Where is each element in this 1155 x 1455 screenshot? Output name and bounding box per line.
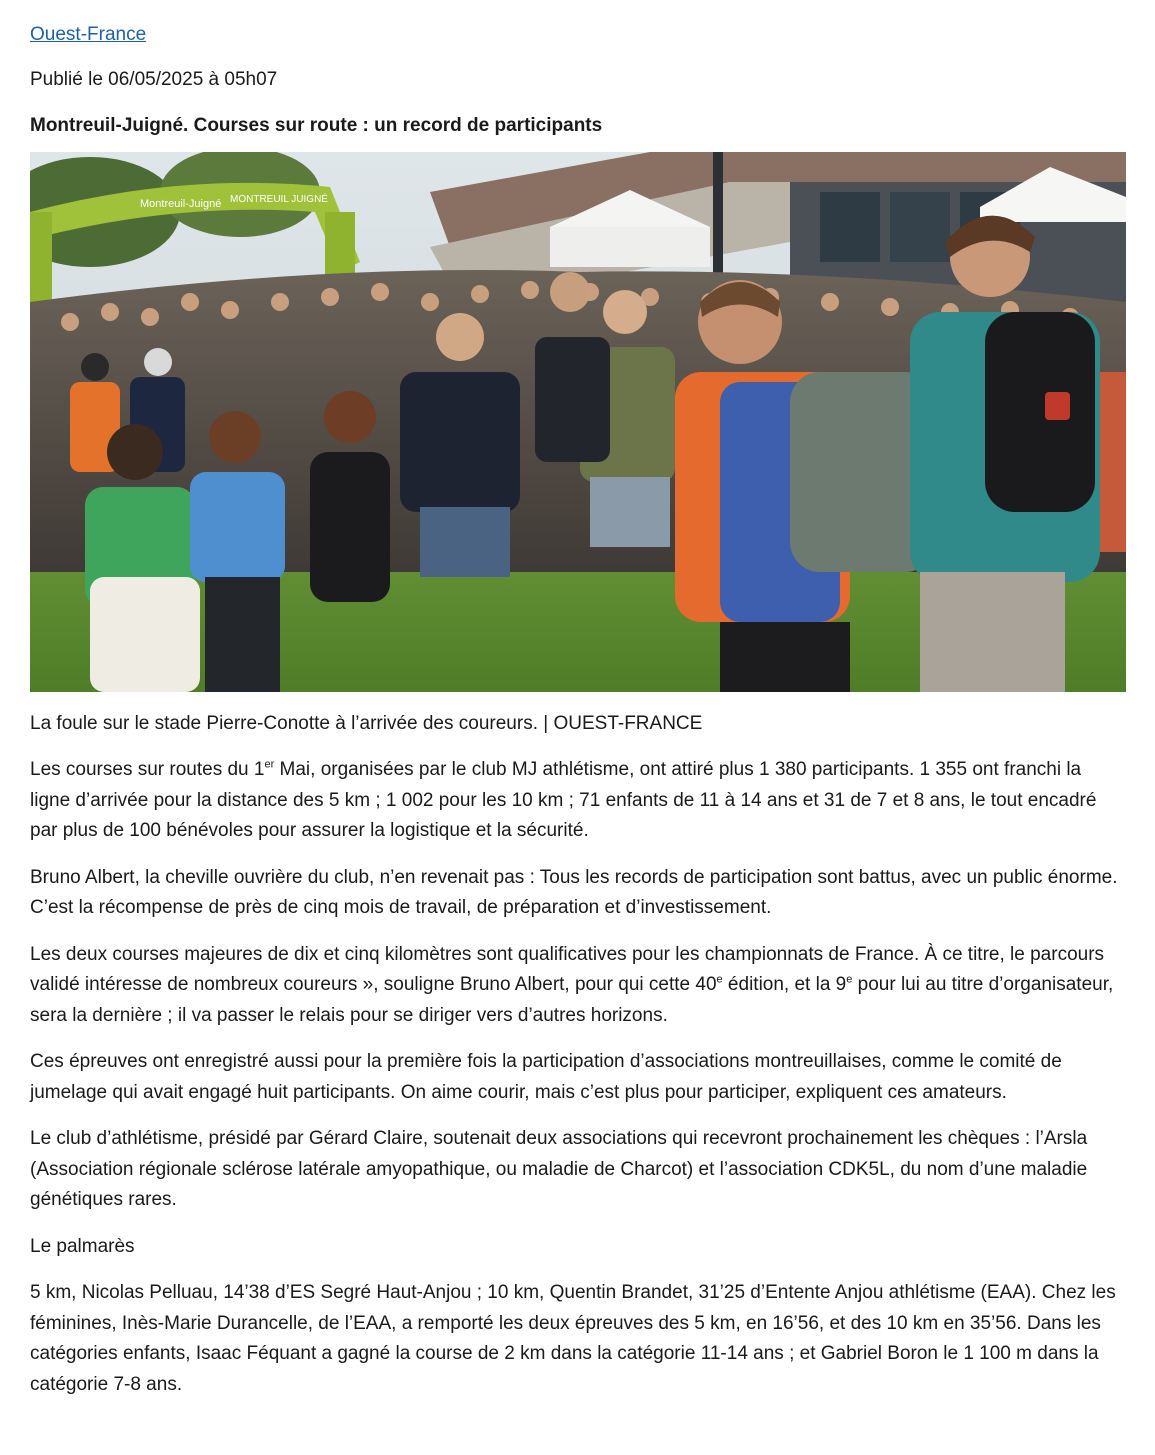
publication-date: Publié le 06/05/2025 à 05h07 [30, 69, 278, 90]
article [30, 20, 1126, 1400]
paragraph-1-text-b: Mai, organisées par le club MJ athlétisme, ont attiré plus 1 380 participants. 1 355 ont franchi la ligne d’arrivée pour la distance des 5 km ; 1 002 pour les 10 km ; 71 enfants de 11 à 14 ans et 31 de 7 et 8 ans, le tout encadré par plus de 100 bénévoles pour assurer la logistique et la sécurité. [30, 759, 1097, 841]
paragraph-2: Bruno Albert, la cheville ouvrière du club, n’en revenait pas : Tous les records de participation sont battus, avec un public énorme. C’est la récompense de près de cinq mois de travail, de préparation et d’investissement. [30, 866, 1118, 918]
paragraph-3-superscript-2: e [846, 973, 853, 986]
results-heading: Le palmarès [30, 1235, 135, 1257]
article-photo [30, 152, 1126, 692]
paragraph-1 [30, 755, 1126, 847]
results-paragraph: 5 km, Nicolas Pelluau, 14’38 d’ES Segré Haut-Anjou ; 10 km, Quentin Brandet, 31’25 d’Entente Anjou athlétisme (EAA). Chez les féminines, Inès-Marie Durancelle, de l’EAA, a remporté les deux épreuves des 5 km, en 16’56, et des 10 km en 35’56. Dans les catégories enfants, Isaac Féquant a gagné la course de 2 km dans la catégorie 11-14 ans ; et Gabriel Boron le 1 100 m dans la catégorie 7-8 ans. [30, 1282, 1116, 1395]
paragraph-1-text-a: Les courses sur routes du 1 [30, 759, 265, 780]
arch-left-text: Montreuil-Juigné [140, 198, 222, 210]
paragraph-3-superscript-1: e [716, 973, 723, 986]
source-link[interactable]: Ouest-France [30, 24, 147, 45]
arch-right-text: MONTREUIL JUIGNÉ [230, 194, 328, 205]
photo-caption: La foule sur le stade Pierre-Conotte à l’arrivée des coureurs. | OUEST-FRANCE [30, 713, 703, 734]
article-headline: Montreuil-Juigné. Courses sur route : un record de participants [30, 115, 603, 136]
paragraph-1-superscript: er [264, 758, 275, 771]
paragraph-3-text-b: édition, et la 9 [722, 974, 847, 995]
paragraph-3 [30, 940, 1126, 1032]
paragraph-4: Ces épreuves ont enregistré aussi pour la première fois la participation d’associations montreuillaises, comme le comité de jumelage qui avait engagé huit participants. On aime courir, mais c’est plus pour participer, expliquent ces amateurs. [30, 1051, 1062, 1103]
paragraph-3-text-a: Les deux courses majeures de dix et cinq kilomètres sont qualificatives pour les championnats de France. À ce titre, le parcours validé intéresse de nombreux coureurs », souligne Bruno Albert, pour qui cette 40 [30, 943, 1105, 995]
paragraph-5: Le club d’athlétisme, présidé par Gérard Claire, soutenait deux associations qui recevront prochainement les chèques : l’Arsla (Association régionale sclérose latérale amyopathique, ou maladie de Charcot) et l’association CDK5L, du nom d’une maladie génétiques rares. [30, 1128, 1088, 1210]
paragraph-3-text-c: pour lui au titre d’organisateur, sera la dernière ; il va passer le relais pour se diriger vers d’autres horizons. [30, 974, 1114, 1026]
crowd-photo-illustration [30, 152, 1126, 692]
